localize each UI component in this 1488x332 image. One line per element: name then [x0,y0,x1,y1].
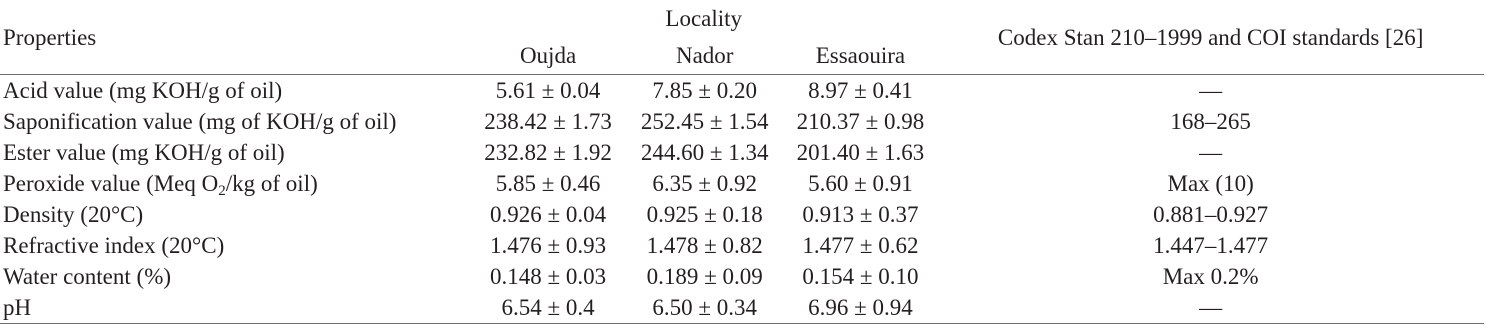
property-text: Peroxide value (Meq O [3,171,219,196]
oujda-cell: 232.82 ± 1.92 [484,140,612,165]
table-row [0,137,1484,168]
nador-cell: 7.85 ± 0.20 [652,78,758,103]
nador-cell: 0.925 ± 0.18 [646,202,763,227]
header-nador: Nador [626,37,784,75]
table-row [0,75,1484,107]
property-cell: pH [0,292,470,324]
header-standards: Codex Stan 210–1999 and COI standards [26] [937,0,1484,75]
essaouira-cell: 6.96 ± 0.94 [784,292,938,324]
table-body [0,75,1484,324]
oujda-cell: 5.61 ± 0.04 [495,78,601,103]
oujda-cell: 0.148 ± 0.03 [489,264,607,289]
header-row-top [0,0,1484,37]
standard-cell: 168–265 [1170,109,1251,134]
subscript-two: 2 [218,183,226,199]
essaouira-cell: 210.37 ± 0.98 [796,109,925,134]
essaouira-cell: 8.97 ± 0.41 [808,78,913,103]
essaouira-cell: 201.40 ± 1.63 [796,140,925,165]
essaouira-cell: 1.477 ± 0.62 [802,233,919,258]
header-locality: Locality [665,6,743,31]
nador-cell: 0.189 ± 0.09 [646,264,763,289]
standard-cell: Max (10) [1167,171,1254,196]
property-cell: Water content (%) [3,264,172,289]
standard-cell: Max 0.2% [1162,264,1259,289]
standard-cell: — [1199,140,1223,165]
standard-cell: — [1199,78,1223,103]
oujda-cell: 0.926 ± 0.04 [489,202,607,227]
essaouira-cell: 0.154 ± 0.10 [802,264,919,289]
table-header [0,0,1484,75]
table-row [0,292,1484,324]
nador-cell: 252.45 ± 1.54 [640,109,769,134]
table-row [0,230,1484,261]
property-text-tail: /kg of oil) [225,171,318,196]
table-row [0,261,1484,292]
property-cell: Ester value (mg KOH/g of oil) [3,140,285,165]
header-essaouira: Essaouira [784,37,938,75]
standard-cell: 0.881–0.927 [1153,202,1269,227]
property-cell: Acid value (mg KOH/g of oil) [3,78,283,103]
standard-cell: 1.447–1.477 [1153,233,1269,258]
table-row [0,199,1484,230]
property-cell: Refractive index (20°C) [3,233,225,258]
oujda-cell: 6.54 ± 0.4 [470,292,626,324]
header-properties: Properties [0,0,470,75]
property-cell: Saponification value (mg of KOH/g of oil) [3,109,397,134]
table-row [0,168,1484,199]
table-row [0,106,1484,137]
oujda-cell: 238.42 ± 1.73 [484,109,612,134]
standard-cell: — [937,292,1484,324]
oujda-cell: 5.85 ± 0.46 [495,171,601,196]
nador-cell: 244.60 ± 1.34 [640,140,769,165]
essaouira-cell: 0.913 ± 0.37 [802,202,919,227]
property-cell: Density (20°C) [3,202,144,227]
header-oujda: Oujda [470,37,626,75]
nador-cell: 1.478 ± 0.82 [646,233,763,258]
property-cell [0,168,470,199]
essaouira-cell: 5.60 ± 0.91 [808,171,913,196]
oujda-cell: 1.476 ± 0.93 [489,233,607,258]
nador-cell: 6.50 ± 0.34 [626,292,784,324]
nador-cell: 6.35 ± 0.92 [652,171,758,196]
